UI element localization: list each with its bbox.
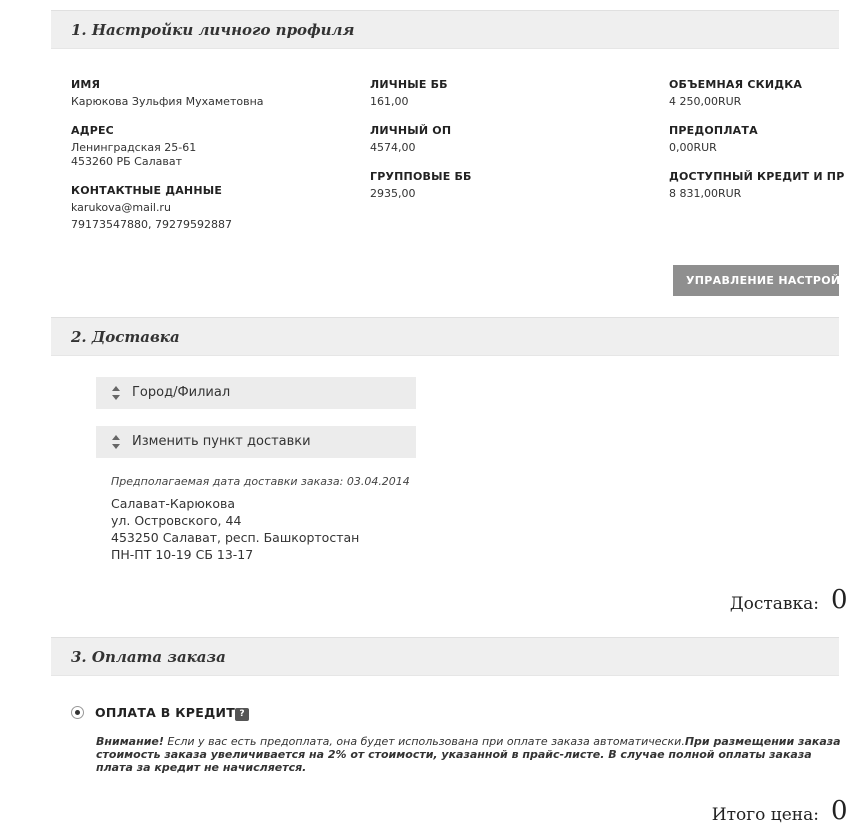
delivery-section-header (51, 317, 839, 356)
estimated-delivery-date: Предполагаемая дата доставки заказа: 03.04.2014 (111, 475, 410, 488)
prepayment-value: 0,00RUR (669, 141, 717, 154)
phones-value: 79173547880, 79279592887 (71, 218, 232, 231)
profile-column-points (370, 78, 472, 216)
delivery-address-line: ул. Островского, 44 (111, 513, 242, 528)
address-line-2: 453260 РБ Салават (71, 155, 182, 168)
notice-attention: Внимание! (96, 735, 164, 748)
profile-column-personal (71, 78, 264, 247)
sort-arrows-icon (112, 435, 120, 449)
profile-section-header (51, 10, 839, 49)
contacts-label: КОНТАКТНЫЕ ДАННЫЕ (71, 184, 223, 197)
personal-op-label: ЛИЧНЫЙ ОП (370, 124, 452, 137)
personal-op-field (370, 124, 472, 155)
prepayment-label: ПРЕДОПЛАТА (669, 124, 758, 137)
group-bb-value: 2935,00 (370, 187, 416, 200)
credit-field (669, 170, 844, 201)
email-value: karukova@mail.ru (71, 201, 171, 214)
address-field (71, 124, 264, 169)
grand-total-label: Итого цена: (711, 805, 819, 825)
delivery-total-label: Доставка: (729, 594, 819, 614)
delivery-total-value: 0 (831, 585, 848, 615)
personal-op-value: 4574,00 (370, 141, 416, 154)
help-icon[interactable]: ? (235, 708, 249, 721)
credit-payment-radio[interactable] (71, 706, 84, 719)
group-bb-label: ГРУППОВЫЕ ББ (370, 170, 472, 183)
credit-payment-label[interactable]: ОПЛАТА В КРЕДИТ (95, 705, 236, 720)
payment-notice (96, 735, 856, 774)
payment-section-header (51, 637, 839, 676)
contacts-field (71, 184, 264, 232)
profile-section-title: 1. Настройки личного профиля (71, 21, 355, 39)
volume-discount-label: ОБЪЕМНАЯ СКИДКА (669, 78, 803, 91)
name-value: Карюкова Зульфия Мухаметовна (71, 95, 264, 108)
profile-column-finance (669, 78, 844, 216)
payment-section-title: 3. Оплата заказа (71, 648, 226, 666)
group-bb-field (370, 170, 472, 201)
personal-bb-field (370, 78, 472, 109)
grand-total-value: 0 (831, 796, 848, 826)
prepayment-field (669, 124, 844, 155)
name-label: ИМЯ (71, 78, 101, 91)
sort-arrows-icon (112, 386, 120, 400)
notice-text: Если у вас есть предоплата, она будет использована при оплате заказа автоматически. (163, 735, 685, 748)
notice-line-2: стоимость заказа увеличивается на 2% от стоимости, указанной в прайс-листе. В случае полной оплаты заказа (96, 748, 812, 761)
delivery-point-select[interactable] (96, 426, 416, 458)
notice-line-3: плата за кредит не начисляется. (96, 761, 307, 774)
delivery-address-line: Салават-Карюкова (111, 496, 236, 511)
personal-bb-value: 161,00 (370, 95, 409, 108)
notice-line-1 (96, 735, 856, 748)
delivery-point-label: Изменить пункт доставки (132, 434, 311, 449)
delivery-address-line: 453250 Салават, респ. Башкортостан (111, 530, 360, 545)
manage-settings-button[interactable]: УПРАВЛЕНИЕ НАСТРОЙ (673, 265, 839, 296)
delivery-section-title: 2. Доставка (71, 328, 180, 346)
volume-discount-field (669, 78, 844, 109)
name-field (71, 78, 264, 109)
credit-value: 8 831,00RUR (669, 187, 742, 200)
address-line-1: Ленинградская 25-61 (71, 141, 197, 154)
city-branch-label: Город/Филиал (132, 385, 231, 400)
delivery-address-line: ПН-ПТ 10-19 СБ 13-17 (111, 547, 254, 562)
address-label: АДРЕС (71, 124, 114, 137)
volume-discount-value: 4 250,00RUR (669, 95, 742, 108)
notice-bold-text: При размещении заказа (684, 735, 841, 748)
city-branch-select[interactable] (96, 377, 416, 409)
credit-label: ДОСТУПНЫЙ КРЕДИТ И ПР (669, 170, 845, 183)
personal-bb-label: ЛИЧНЫЕ ББ (370, 78, 448, 91)
delivery-info (111, 475, 410, 563)
